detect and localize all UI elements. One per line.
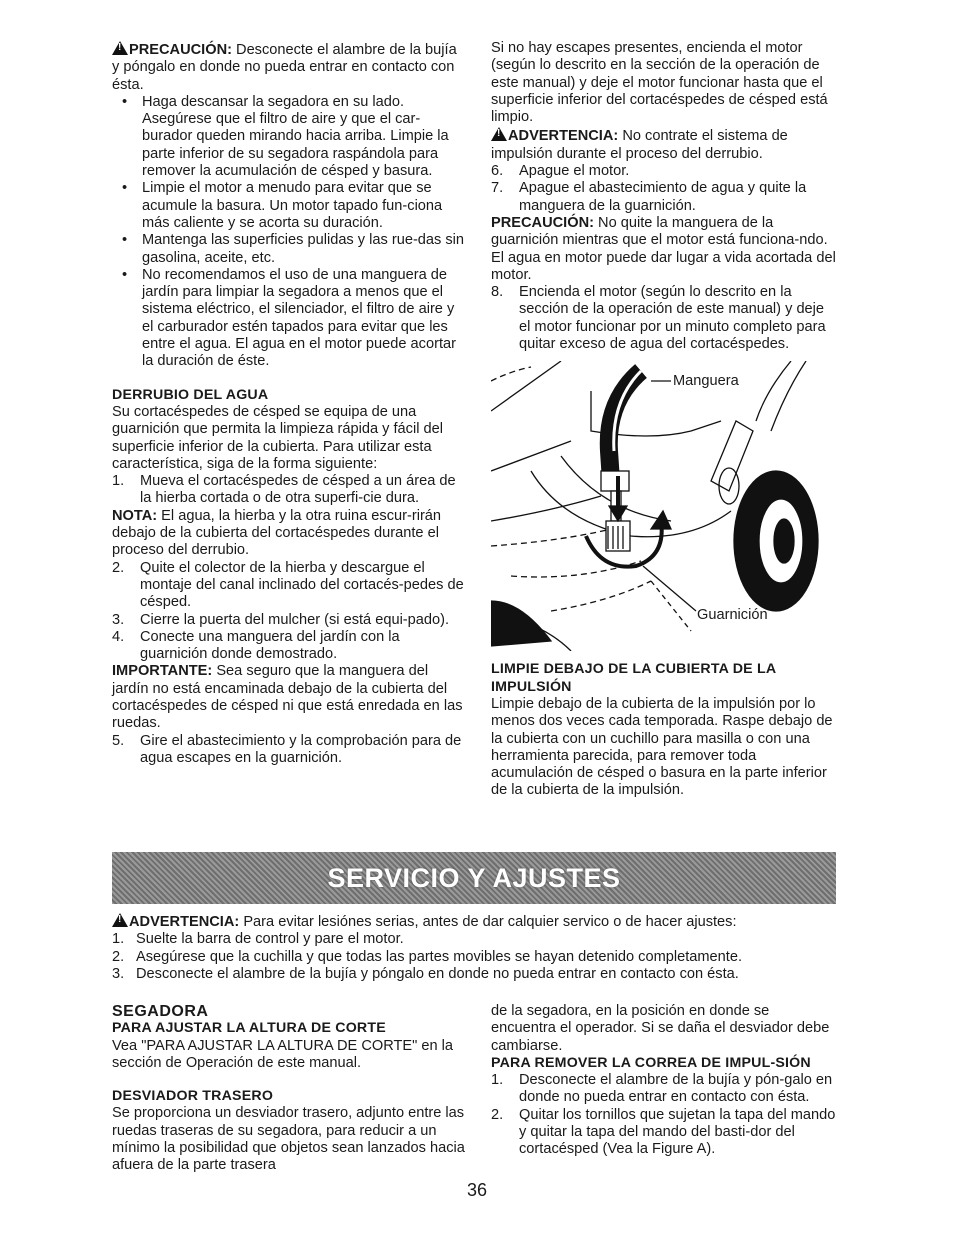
left-column bbox=[112, 40, 466, 767]
step-number: 1. bbox=[112, 931, 125, 948]
service-warning-line bbox=[112, 912, 842, 931]
step-item bbox=[112, 560, 466, 612]
limpie-text: Limpie debajo de la cubierta de la impulsión por lo menos dos veces cada temporada. Raspe debajo de la cubierta con un cuchillo para masilla o con una herramienta parecida, para remover toda acumulación de césped o basura en la parte inferior de la cubierta de la impulsión. bbox=[491, 695, 833, 799]
importante-text: Sea seguro que la manguera del jardín no está encaminada debajo de la cubierta del cortacéspedes de césped ni que está enredada en las ruedas. bbox=[112, 663, 463, 732]
right-column bbox=[491, 40, 837, 800]
derrubio-intro: Su cortacéspedes de césped se equipa de una guarnición que permita la limpieza rápida y fácil del superficie inferior de la cubierta. Para utilizar esta característica, siga de la forma siguiente: bbox=[112, 403, 443, 472]
precaucion-paragraph bbox=[112, 40, 466, 94]
precaucion-label: PRECAUCIÓN: bbox=[129, 42, 232, 58]
step-number: 3. bbox=[112, 965, 125, 982]
mower-deck-drawing bbox=[491, 361, 821, 651]
desviador-heading: DESVIADOR TRASERO bbox=[112, 1088, 274, 1105]
step-text: Desconecte el alambre de la bujía y póngalo en donde no pueda entrar en contacto con ésta. bbox=[136, 965, 739, 982]
desviador-continuation: de la segadora, en la posición en donde se encuentra el operador. Si se daña el desviador debe cambiarse. bbox=[491, 1003, 830, 1054]
step-number: 1. bbox=[491, 1072, 504, 1089]
step-item bbox=[112, 966, 842, 983]
service-warning bbox=[112, 912, 842, 983]
step-number: 2. bbox=[112, 559, 125, 576]
step-text: Desconecte el alambre de la bujía y pón-galo en donde no pueda entrar en contacto con ésta. bbox=[519, 1072, 833, 1106]
step-number: 3. bbox=[112, 611, 125, 628]
precaucion-label: PRECAUCIÓN: bbox=[491, 214, 594, 231]
desviador-text: Se proporciona un desviador trasero, adjunto entre las ruedas traseras de su segadora, para reducir a un mínimo la posibilidad que objetos sean lanzados hacia afuera de la parte trasera bbox=[112, 1105, 465, 1174]
banner-title: SERVICIO Y AJUSTES bbox=[327, 862, 621, 893]
section-banner bbox=[112, 852, 836, 904]
warning-triangle-icon bbox=[112, 41, 128, 55]
step-text: Mueva el cortacéspedes de césped a un área de la hierba cortada o de otra superfi-cie dura. bbox=[140, 473, 456, 507]
step-number: 1. bbox=[112, 473, 125, 490]
importante-label: IMPORTANTE: bbox=[112, 663, 213, 680]
step-number: 2. bbox=[491, 1106, 504, 1123]
step-number: 5. bbox=[112, 732, 125, 749]
step-number: 8. bbox=[491, 284, 504, 301]
bullet-item: • Limpie el motor a menudo para evitar que se acumule la basura. Un motor tapado fun-ciona más caliente y se acorta su duración. bbox=[112, 180, 466, 232]
derrubio-steps-e bbox=[491, 284, 837, 353]
warning-triangle-icon bbox=[491, 127, 507, 141]
segadora-heading: SEGADORA bbox=[112, 1003, 209, 1020]
step-number: 2. bbox=[112, 948, 125, 965]
step-number: 7. bbox=[491, 180, 504, 197]
service-warning-steps bbox=[112, 931, 842, 983]
importante-paragraph bbox=[112, 663, 466, 732]
nota-paragraph bbox=[112, 508, 466, 560]
step-item bbox=[112, 629, 466, 664]
step-item bbox=[112, 473, 466, 508]
right-intro: Si no hay escapes presentes, encienda el motor (según lo descrito en la sección de la operación de este manual) y deje el motor funcionar hasta que el superficie inferior del cortacéspedes de césped está limpio. bbox=[491, 40, 828, 126]
step-text: Asegúrese que la cuchilla y que todas las partes movibles se hayan detenido completamente. bbox=[136, 948, 743, 965]
bullet-item: • Haga descansar la segadora en su lado. Asegúrese que el filtro de aire y que el car-burador queden mirando hacia arriba. Limpie la parte inferior de su segadora raspándola para remover la acumulación de césped y basura. bbox=[112, 94, 466, 180]
warning-triangle-icon bbox=[112, 913, 128, 927]
step-item bbox=[491, 163, 837, 180]
limpie-heading: LIMPIE DEBAJO DE LA CUBIERTA DE LA IMPULSIÓN bbox=[491, 661, 776, 695]
step-item bbox=[112, 949, 842, 966]
bottom-right-column bbox=[491, 1003, 837, 1159]
step-number: 6. bbox=[491, 163, 504, 180]
step-text: Conecte una manguera del jardín con la guarnición donde demostrado. bbox=[140, 628, 400, 663]
precaucion-paragraph-2 bbox=[491, 215, 837, 284]
warning-label: ADVERTENCIA: bbox=[129, 914, 240, 930]
bullet-item: • Mantenga las superficies pulidas y las rue-das sin gasolina, aceite, etc. bbox=[112, 232, 466, 267]
step-text: Quitar los tornillos que sujetan la tapa del mando y quitar la tapa del mando del basti-dor del cortacésped (Vea la Figure A). bbox=[519, 1106, 836, 1158]
correa-steps bbox=[491, 1072, 837, 1158]
step-text: Quite el colector de la hierba y descargue el montaje del canal inclinado del cortacés-pedes de césped. bbox=[140, 559, 464, 611]
precaucion-text: No quite la manguera de la guarnición mientras que el motor está funciona-ndo. El agua en motor puede dar lugar a vida acortada del motor. bbox=[491, 214, 836, 283]
step-item bbox=[491, 1107, 837, 1159]
advertencia-text: No contrate el sistema de impulsión durante el proceso del derrubio. bbox=[491, 128, 788, 162]
step-number: 4. bbox=[112, 628, 125, 645]
correa-heading: PARA REMOVER LA CORREA DE IMPUL-SIÓN bbox=[491, 1054, 811, 1071]
derrubio-steps-c bbox=[112, 733, 466, 768]
step-text: Apague el abastecimiento de agua y quite la manguera de la guarnición. bbox=[519, 180, 807, 214]
cleaning-bullets bbox=[112, 94, 466, 371]
fitting-label: Guarnición bbox=[697, 607, 768, 624]
bottom-left-column bbox=[112, 1003, 466, 1175]
derrubio-steps-a bbox=[112, 473, 466, 508]
hose-label: Manguera bbox=[673, 373, 739, 390]
bullet-item: • No recomendamos el uso de una manguera de jardín para limpiar la segadora a menos que el sistema eléctrico, el silenciador, el filtro de aire y el carburador estén tapados para evitar que les entre el agua. El agua en el motor puede acortar la duración de éste. bbox=[112, 267, 466, 371]
altura-heading: PARA AJUSTAR LA ALTURA DE CORTE bbox=[112, 1020, 386, 1037]
step-item bbox=[112, 931, 842, 948]
advertencia-label: ADVERTENCIA: bbox=[508, 128, 619, 145]
nota-text: El agua, la hierba y la otra ruina escur-rirán debajo de la cubierta del cortacéspedes durante el proceso del derrubio. bbox=[112, 507, 442, 559]
step-item bbox=[491, 284, 837, 353]
step-item bbox=[491, 180, 837, 215]
derrubio-steps-d bbox=[491, 163, 837, 215]
step-item bbox=[112, 733, 466, 768]
page-number: 36 bbox=[467, 1180, 488, 1200]
step-text: Suelte la barra de control y pare el motor. bbox=[136, 931, 404, 948]
step-text: Encienda el motor (según lo descrito en la sección de la operación de este manual) y deje el motor funcionar por un minuto completo para quitar exceso de agua del cortacéspedes. bbox=[519, 284, 826, 353]
step-item bbox=[112, 612, 466, 629]
step-text: Apague el motor. bbox=[519, 163, 630, 180]
precaucion-text: Desconecte el alambre de la bujía y póngalo en donde no pueda entrar en contacto con ésta. bbox=[112, 42, 457, 93]
step-item bbox=[491, 1072, 837, 1107]
hose-fitting-illustration bbox=[491, 361, 821, 651]
altura-text: Vea "PARA AJUSTAR LA ALTURA DE CORTE" en la sección de Operación de este manual. bbox=[112, 1037, 454, 1071]
derrubio-heading: DERRUBIO DEL AGUA bbox=[112, 386, 269, 403]
advertencia-paragraph bbox=[491, 126, 837, 163]
derrubio-steps-b bbox=[112, 560, 466, 664]
warning-text: Para evitar lesiónes serias, antes de dar calquier servico o de hacer ajustes: bbox=[239, 914, 737, 930]
nota-label: NOTA: bbox=[112, 507, 158, 524]
step-text: Gire el abastecimiento y la comprobación para de agua escapes en la guarnición. bbox=[140, 732, 462, 766]
step-text: Cierre la puerta del mulcher (si está equi-pado). bbox=[140, 611, 450, 628]
